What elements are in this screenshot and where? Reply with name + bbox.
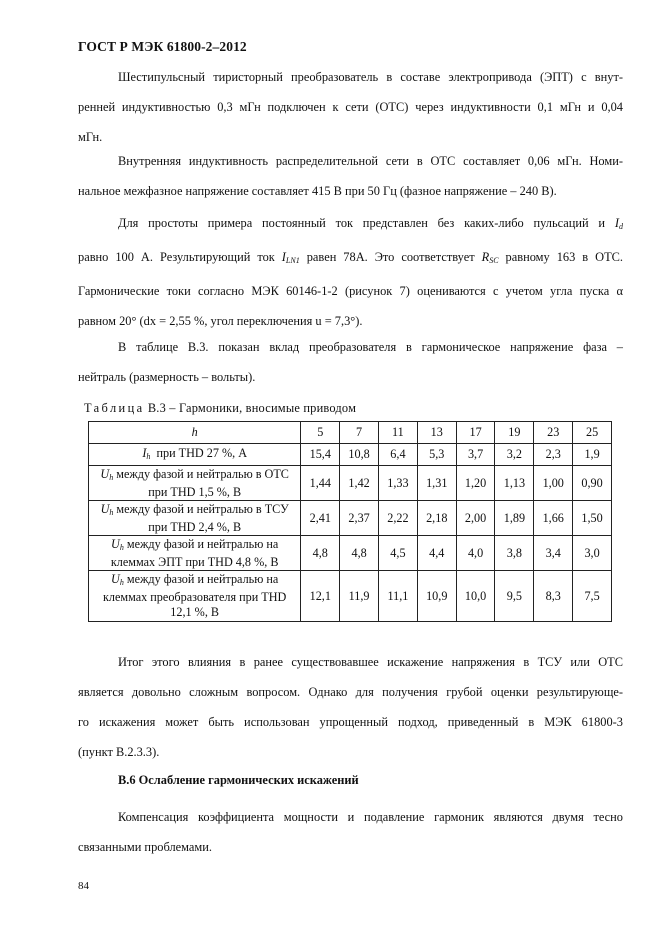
table-cell: 9,5	[495, 571, 534, 622]
table-cell: 2,00	[456, 501, 495, 536]
paragraph-line: Итог этого влияния в ранее существовавшее искажение напряжения в ТСУ или ОТС	[118, 655, 623, 669]
symbol: U	[100, 501, 110, 516]
table-cell: 3,8	[495, 536, 534, 571]
text-run: равно 100 А. Результирующий ток	[78, 250, 275, 264]
table-cell: 3,2	[495, 444, 534, 466]
paragraph-line: является довольно сложным вопросом. Однако для получения грубой оценки результирующе-	[78, 685, 623, 699]
table-header-cell: 5	[301, 422, 340, 444]
table-header-cell: 23	[534, 422, 573, 444]
table-header-cell: 19	[495, 422, 534, 444]
table-caption	[84, 401, 356, 416]
section-heading: В.6 Ослабление гармонических искажений	[118, 773, 359, 787]
table-cell: 3,4	[534, 536, 573, 571]
table-cell: 8,3	[534, 571, 573, 622]
table-cell: 10,0	[456, 571, 495, 622]
paragraph-4	[78, 332, 623, 392]
paragraph-5	[78, 647, 623, 767]
table-cell: 15,4	[301, 444, 340, 466]
paragraph-line	[78, 242, 623, 276]
symbol: U	[100, 466, 110, 481]
table-cell: 1,42	[340, 466, 379, 501]
symbol: U	[111, 572, 120, 586]
table-cell: 1,44	[301, 466, 340, 501]
table-cell: 4,4	[417, 536, 456, 571]
row-label-text: клеммах ЭПТ при THD 4,8 %, В	[110, 554, 279, 569]
paragraph-2	[78, 146, 623, 206]
paragraph-line: (пункт В.2.3.3).	[78, 745, 160, 759]
paragraph-line: равном 20° (dx = 2,55 %, угол переключения u = 7,3°).	[78, 314, 363, 328]
paragraph-line: нальное межфазное напряжение составляет 415 В при 50 Гц (фазное напряжение – 240 В).	[78, 184, 557, 198]
table-cell: 1,9	[573, 444, 612, 466]
paragraph-line: ренней индуктивностью 0,3 мГн подключен к сети (ОТС) через индуктивности 0,1 мГн и 0,04	[78, 100, 623, 114]
row-label	[89, 466, 301, 501]
current-subscript: d	[618, 222, 623, 231]
table-header-cell: 11	[379, 422, 418, 444]
text-run: равному 163 в ОТС.	[505, 250, 623, 264]
paragraph-3	[78, 208, 623, 336]
table-row	[89, 571, 612, 622]
text-run: равен 78А. Это соответствует	[306, 250, 475, 264]
table-cell: 6,4	[379, 444, 418, 466]
current-symbol: I	[281, 250, 286, 264]
row-label-text: при THD 27 %, А	[156, 445, 248, 460]
symbol: U	[111, 536, 120, 551]
table-cell: 2,37	[340, 501, 379, 536]
row-label-text: при THD 2,4 %, В	[148, 519, 242, 534]
symbol-subscript: h	[119, 542, 124, 552]
table-cell: 2,41	[301, 501, 340, 536]
row-label-text: между фазой и нейтралью на	[126, 572, 279, 586]
row-label	[89, 444, 301, 466]
table-cell: 1,89	[495, 501, 534, 536]
row-label-text: между фазой и нейтралью в ОТС	[116, 466, 289, 481]
table-header-cell: 25	[573, 422, 612, 444]
row-label	[89, 571, 301, 622]
table-cell: 4,5	[379, 536, 418, 571]
paragraph-line: Внутренняя индуктивность распределительной сети в ОТС составляет 0,06 мГн. Номи-	[118, 154, 623, 168]
row-label	[89, 501, 301, 536]
paragraph-line: В таблице В.3. показан вклад преобразователя в гармоническое напряжение фаза –	[118, 340, 623, 354]
table-cell: 4,8	[301, 536, 340, 571]
table-cell: 1,50	[573, 501, 612, 536]
paragraph-line: Гармонические токи согласно МЭК 60146-1-2 (рисунок 7) оцениваются с учетом угла пуска α	[78, 284, 623, 298]
resistance-subscript: SC	[489, 256, 499, 265]
table-cell: 2,22	[379, 501, 418, 536]
paragraph-line: мГн.	[78, 130, 103, 144]
page-number: 84	[78, 880, 89, 892]
paragraph-line: го искажения может быть использован упрощенный подход, приведенный в МЭК 61800-3	[78, 715, 623, 729]
table-cell: 1,33	[379, 466, 418, 501]
row-label-text: между фазой и нейтралью на	[126, 536, 279, 551]
paragraph-line: Шестипульсный тиристорный преобразователь в составе электропривода (ЭПТ) с внут-	[118, 70, 623, 84]
table-cell: 1,20	[456, 466, 495, 501]
symbol-subscript: h	[109, 472, 114, 482]
row-label-text: 12,1 %, В	[170, 605, 220, 619]
table-row	[89, 466, 612, 501]
symbol-subscript: h	[146, 451, 151, 461]
harmonics-table	[88, 421, 612, 622]
table-cell: 1,31	[417, 466, 456, 501]
table-cell: 5,3	[417, 444, 456, 466]
table-header-label: h	[89, 422, 301, 444]
paragraph-line: связанными проблемами.	[78, 840, 212, 854]
table-header-cell: 7	[340, 422, 379, 444]
table-row	[89, 536, 612, 571]
symbol-subscript: h	[109, 507, 114, 517]
table-cell: 11,1	[379, 571, 418, 622]
row-label	[89, 536, 301, 571]
text-run: Для простоты примера постоянный ток представлен без каких-либо пульсаций и	[118, 216, 606, 230]
table-cell: 11,9	[340, 571, 379, 622]
resistance-symbol: R	[481, 250, 490, 264]
table-header-cell: 17	[456, 422, 495, 444]
paragraph-line: нейтраль (размерность – вольты).	[78, 370, 256, 384]
table-cell: 1,13	[495, 466, 534, 501]
table-cell: 12,1	[301, 571, 340, 622]
caption-text: В.3 – Гармоники, вносимые приводом	[147, 401, 357, 415]
paragraph-line	[78, 208, 623, 242]
table-cell: 3,0	[573, 536, 612, 571]
current-symbol: I	[614, 216, 619, 230]
table-cell: 10,8	[340, 444, 379, 466]
table-cell: 1,66	[534, 501, 573, 536]
table-cell: 2,3	[534, 444, 573, 466]
table-row	[89, 444, 612, 466]
paragraph-6	[78, 802, 623, 862]
table-cell: 4,8	[340, 536, 379, 571]
table-cell: 1,00	[534, 466, 573, 501]
caption-word: Таблица	[84, 401, 145, 415]
table-cell: 0,90	[573, 466, 612, 501]
table-header-row	[89, 422, 612, 444]
table-cell: 3,7	[456, 444, 495, 466]
table-cell: 4,0	[456, 536, 495, 571]
row-label-text: клеммах преобразователя при THD	[102, 590, 287, 604]
table-row	[89, 501, 612, 536]
paragraph-line: Компенсация коэффициента мощности и подавление гармоник являются двумя тесно	[118, 810, 623, 824]
symbol-subscript: h	[119, 578, 124, 587]
paragraph-1	[78, 62, 623, 152]
current-subscript: LN1	[285, 256, 300, 265]
table-cell: 10,9	[417, 571, 456, 622]
table-cell: 7,5	[573, 571, 612, 622]
symbol: I	[142, 445, 147, 460]
table-cell: 2,18	[417, 501, 456, 536]
standard-title: ГОСТ Р МЭК 61800-2–2012	[78, 39, 247, 54]
row-label-text: между фазой и нейтралью в ТСУ	[116, 501, 289, 516]
table-header-cell: 13	[417, 422, 456, 444]
row-label-text: при THD 1,5 %, В	[148, 484, 242, 499]
